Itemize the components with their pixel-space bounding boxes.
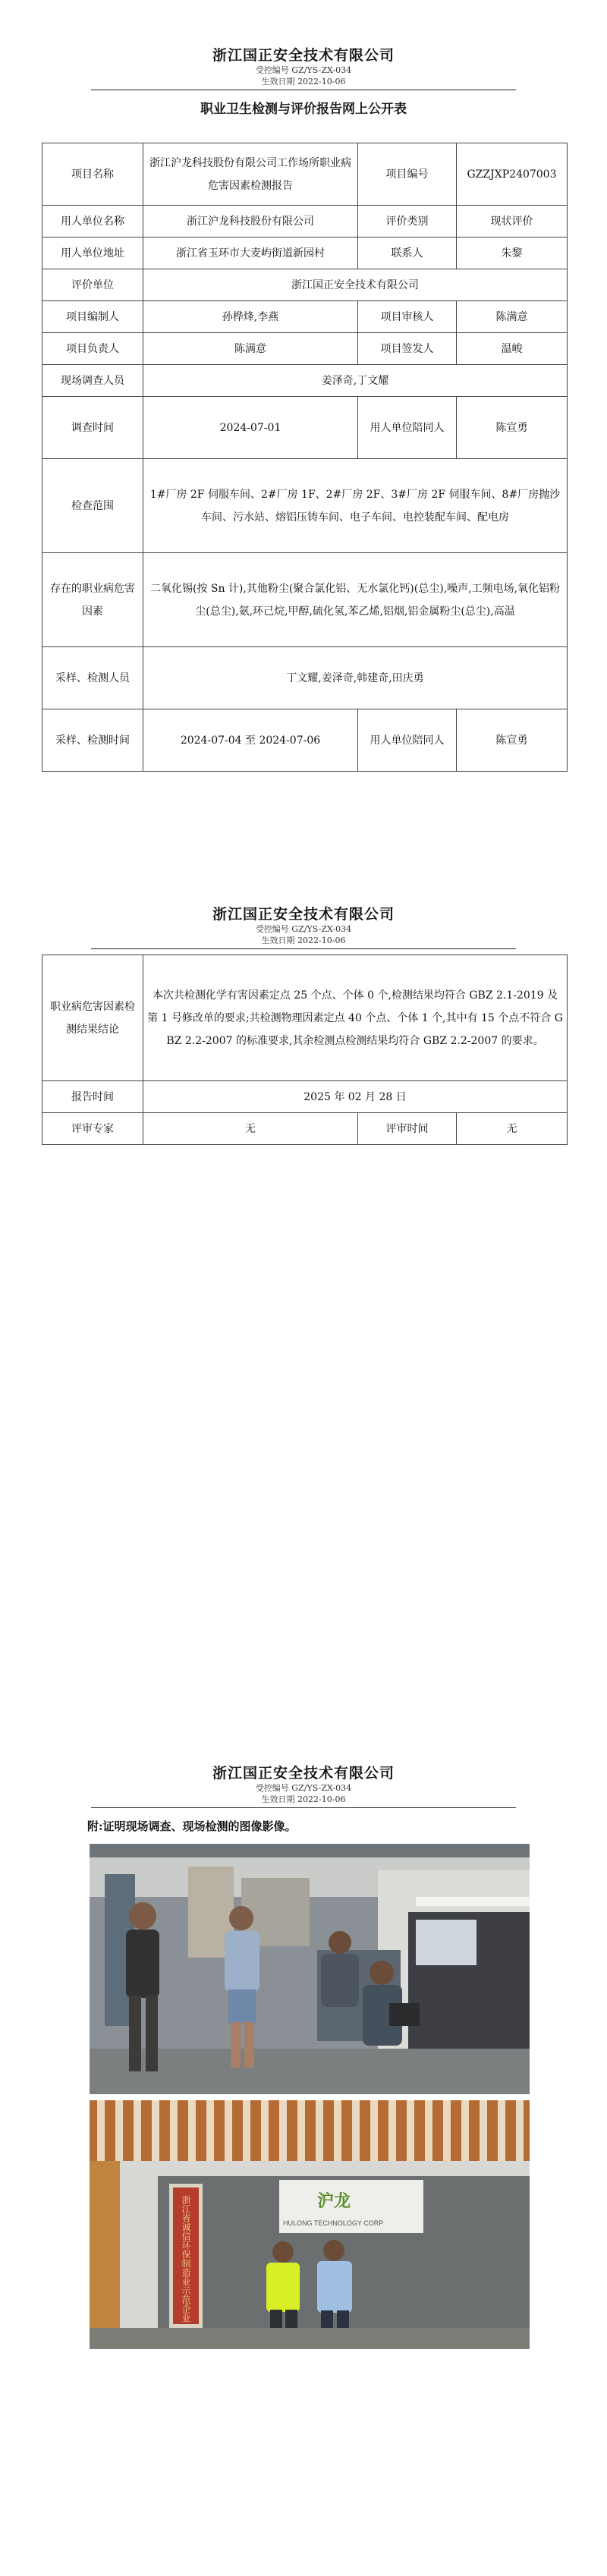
label-contact: 联系人 xyxy=(358,237,457,269)
label-compiler: 项目编制人 xyxy=(42,301,143,333)
photo-note: 附:证明现场调查、现场检测的图像影像。 xyxy=(87,1820,297,1833)
project-name: 浙江沪龙科技股份有限公司工作场所职业病危害因素检测报告 xyxy=(143,143,358,206)
doc-code: 受控编号 GZ/YS-ZX-034 xyxy=(255,1783,352,1793)
site-survey-photo xyxy=(90,1844,530,2094)
company-entrance-image xyxy=(90,2100,530,2349)
report-time: 2025 年 02 月 28 日 xyxy=(143,1081,568,1113)
label-review-time: 评审时间 xyxy=(358,1113,457,1145)
company-name: 浙江国正安全技术有限公司 xyxy=(212,47,395,64)
sign-text: HULONG TECHNOLOGY CORP xyxy=(283,2219,384,2227)
survey-time: 2024-07-01 xyxy=(143,397,358,459)
page-2-header xyxy=(0,903,607,949)
label-leader: 项目负责人 xyxy=(42,333,143,365)
label-survey-staff: 现场调查人员 xyxy=(42,365,143,397)
table-row xyxy=(42,397,568,459)
effective-date: 生效日期 2022-10-06 xyxy=(261,77,346,86)
company-name: 浙江国正安全技术有限公司 xyxy=(212,906,395,923)
plaque-text: 浙江省诚信环保制造业示范企业 xyxy=(181,2195,191,2323)
svg-text:沪龙: 沪龙 xyxy=(317,2191,351,2210)
company-name: 浙江国正安全技术有限公司 xyxy=(212,1765,395,1782)
eval-unit: 浙江国正安全技术有限公司 xyxy=(143,269,568,301)
project-no: GZZJXP2407003 xyxy=(457,143,568,206)
table-row xyxy=(42,333,568,365)
review-time: 无 xyxy=(457,1113,568,1145)
employer-address: 浙江省玉环市大麦屿街道新园村 xyxy=(143,237,358,269)
table-row xyxy=(42,709,568,772)
doc-code: 受控编号 GZ/YS-ZX-034 xyxy=(255,924,352,934)
table-row xyxy=(42,1113,568,1145)
table-row xyxy=(42,459,568,553)
report-title: 职业卫生检测与评价报告网上公开表 xyxy=(200,102,407,117)
label-sampling-time: 采样、检测时间 xyxy=(42,709,143,772)
header-rule xyxy=(91,1807,516,1808)
label-survey-time: 调查时间 xyxy=(42,397,143,459)
factory-testing-image xyxy=(90,1844,530,2094)
label-companion: 用人单位陪同人 xyxy=(358,397,457,459)
sampling-staff: 丁文耀,姜泽奇,韩建奇,田庆勇 xyxy=(143,647,568,709)
label-hazards: 存在的职业病危害因素 xyxy=(42,553,143,647)
label-employer-address: 用人单位地址 xyxy=(42,237,143,269)
label-eval-category: 评价类别 xyxy=(358,206,457,237)
contact: 朱黎 xyxy=(457,237,568,269)
table-row xyxy=(42,553,568,647)
expert: 无 xyxy=(143,1113,358,1145)
label-conclusion: 职业病危害因素检测结果结论 xyxy=(42,955,143,1081)
table-row xyxy=(42,269,568,301)
table-row xyxy=(42,301,568,333)
effective-date: 生效日期 2022-10-06 xyxy=(261,1794,346,1804)
table-row xyxy=(42,143,568,206)
table-row xyxy=(42,365,568,397)
conclusion-table xyxy=(42,955,568,1145)
label-signer: 项目签发人 xyxy=(358,333,457,365)
companion: 陈宣勇 xyxy=(457,397,568,459)
signer: 温峻 xyxy=(457,333,568,365)
label-employer-name: 用人单位名称 xyxy=(42,206,143,237)
doc-code: 受控编号 GZ/YS-ZX-034 xyxy=(255,65,352,75)
effective-date: 生效日期 2022-10-06 xyxy=(261,936,346,945)
label-scope: 检查范围 xyxy=(42,459,143,553)
label-report-time: 报告时间 xyxy=(42,1081,143,1113)
reviewer: 陈满意 xyxy=(457,301,568,333)
companion2: 陈宣勇 xyxy=(457,709,568,772)
sampling-time: 2024-07-04 至 2024-07-06 xyxy=(143,709,358,772)
page-1-header xyxy=(0,44,607,117)
label-companion2: 用人单位陪同人 xyxy=(358,709,457,772)
site-entrance-photo xyxy=(90,2100,530,2349)
label-eval-unit: 评价单位 xyxy=(42,269,143,301)
eval-category: 现状评价 xyxy=(457,206,568,237)
table-row xyxy=(42,206,568,237)
hazards: 二氧化锡(按 Sn 计),其他粉尘(聚合氯化铝、无水氯化钙)(总尘),噪声,工频电场,氧化铝粉尘(总尘),氨,环己烷,甲醇,硫化氢,苯乙烯,铝烟,铝金属粉尘(总尘),高温 xyxy=(143,553,568,647)
compiler: 孙桦烽,李燕 xyxy=(143,301,358,333)
page-3-header xyxy=(0,1762,607,1808)
label-project-name: 项目名称 xyxy=(42,143,143,206)
header-rule xyxy=(91,948,516,949)
leader: 陈满意 xyxy=(143,333,358,365)
table-row xyxy=(42,647,568,709)
scope: 1#厂房 2F 伺服车间、2#厂房 1F、2#厂房 2F、3#厂房 2F 伺服车间、8#厂房抛沙车间、污水站、熔铝压铸车间、电子车间、电控装配车间、配电房 xyxy=(143,459,568,553)
label-project-no: 项目编号 xyxy=(358,143,457,206)
table-row xyxy=(42,955,568,1081)
conclusion: 本次共检测化学有害因素定点 25 个点、个体 0 个,检测结果均符合 GBZ 2.1-2019 及第 1 号修改单的要求;共检测物理因素定点 40 个点、个体 1 个,其中有 15 个点不符合 GBZ 2.2-2007 的标准要求,其余检测点检测结果均符合 GBZ 2.2-2007 的要求。 xyxy=(143,955,568,1081)
table-row xyxy=(42,237,568,269)
disclosure-table xyxy=(42,143,568,772)
label-sampling-staff: 采样、检测人员 xyxy=(42,647,143,709)
survey-staff: 姜泽奇,丁文耀 xyxy=(143,365,568,397)
employer-name: 浙江沪龙科技股份有限公司 xyxy=(143,206,358,237)
label-reviewer: 项目审核人 xyxy=(358,301,457,333)
label-expert: 评审专家 xyxy=(42,1113,143,1145)
table-row xyxy=(42,1081,568,1113)
